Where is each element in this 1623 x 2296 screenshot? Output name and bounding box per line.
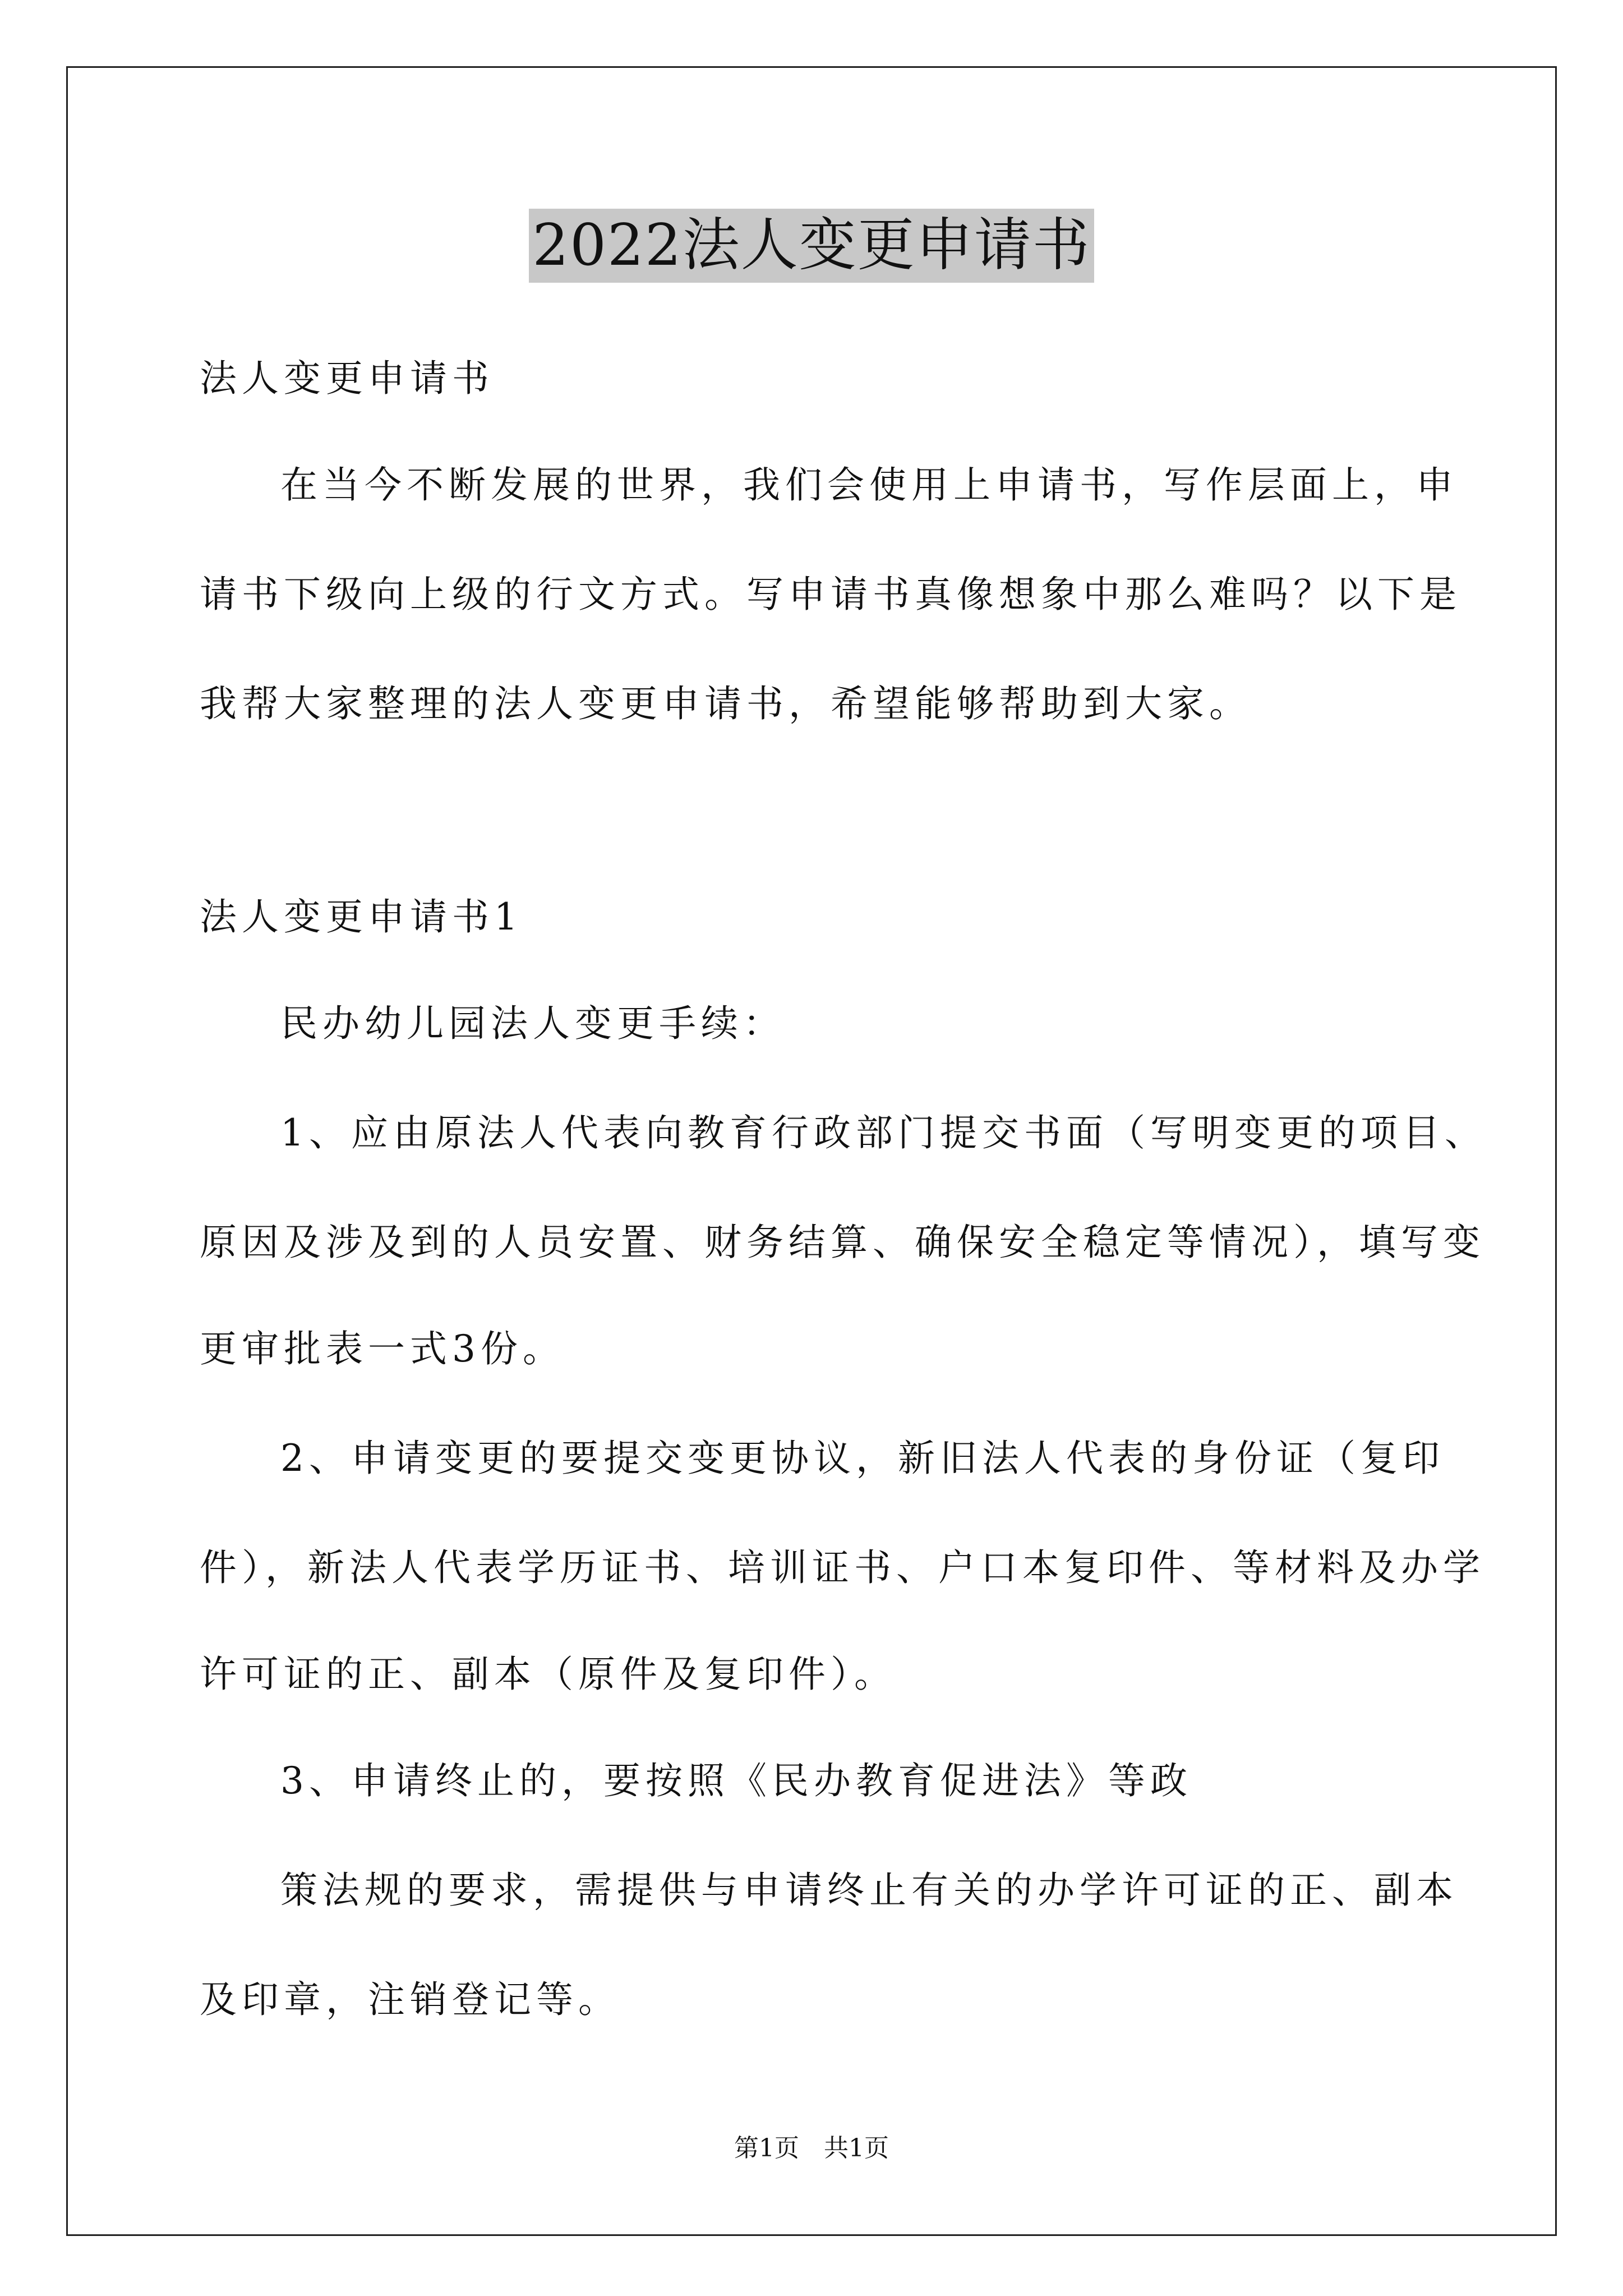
- paragraph-line: 2、申请变更的要提交变更协议，新旧法人代表的身份证（复印: [280, 1437, 1445, 1480]
- section-heading-intro: 法人变更申请书: [200, 357, 494, 400]
- paragraph-line: 更审批表一式3份。: [200, 1327, 565, 1370]
- paragraph-line: 3、申请终止的，要按照《民办教育促进法》等政: [280, 1759, 1192, 1802]
- page-footer: 第1页 共1页: [734, 2134, 889, 2162]
- paragraph-line: 我帮大家整理的法人变更申请书，希望能够帮助到大家。: [200, 682, 1251, 725]
- paragraph-line: 在当今不断发展的世界，我们会使用上申请书，写作层面上，申: [280, 463, 1458, 507]
- paragraph-line: 及印章，注销登记等。: [200, 1978, 620, 2021]
- paragraph-line: 民办幼儿园法人变更手续：: [280, 1002, 785, 1045]
- title-container: [0, 209, 1623, 283]
- paragraph-line: 件），新法人代表学历证书、培训证书、户口本复印件、等材料及办学: [200, 1546, 1485, 1589]
- paragraph-line: 请书下级向上级的行文方式。写申请书真像想象中那么难吗？以下是: [200, 573, 1461, 616]
- section-heading-1: 法人变更申请书1: [200, 895, 523, 938]
- document-title: 2022法人变更申请书: [529, 209, 1094, 283]
- paragraph-line: 许可证的正、副本（原件及复印件）。: [200, 1653, 896, 1696]
- paragraph-line: 原因及涉及到的人员安置、财务结算、确保安全稳定等情况），填写变: [200, 1221, 1485, 1264]
- paragraph-line: 策法规的要求，需提供与申请终止有关的办学许可证的正、副本: [280, 1869, 1458, 1912]
- paragraph-line: 1、应由原法人代表向教育行政部门提交书面（写明变更的项目、: [280, 1111, 1487, 1154]
